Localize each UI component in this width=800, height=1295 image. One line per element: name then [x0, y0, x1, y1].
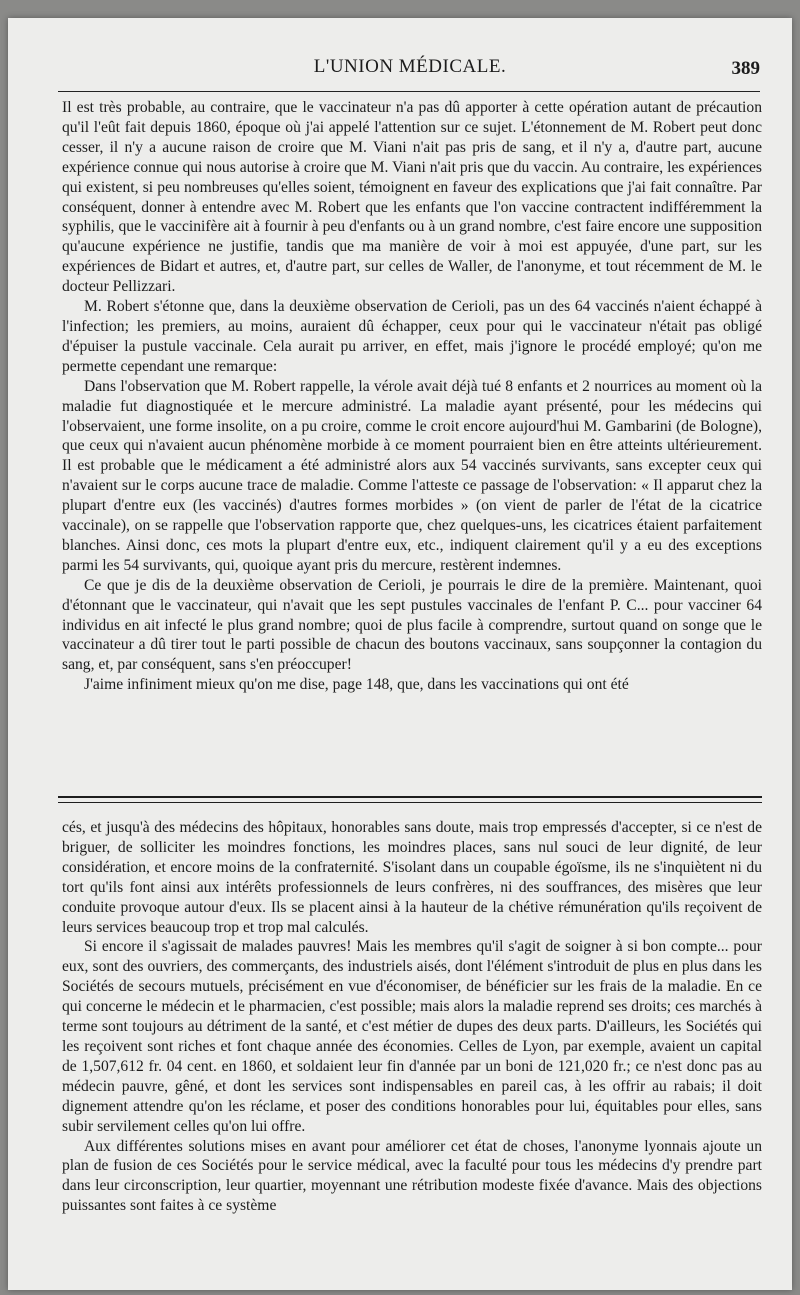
paragraph: M. Robert s'étonne que, dans la deuxième observation de Cerioli, pas un des 64 vaccinés n'aient échappé à l'infection; les premiers, au moins, auraient dû échapper, ceux pour qui le vaccinateur n'était pas obligé d'épuiser la pustule vaccinale. Cela aurait pu arriver, en effet, mais j'ignore le procédé employé; qu'on me permette cependant une remarque: [62, 298, 762, 375]
feuilleton-article [62, 818, 762, 1216]
feuilleton-separator-thick [58, 796, 762, 798]
page-header [60, 56, 760, 86]
feuilleton-separator-thin [58, 802, 762, 803]
page-number: 389 [731, 58, 760, 79]
paragraph: Si encore il s'agissait de malades pauvres! Mais les membres qu'il s'agit de soigner à si bon compte... pour eux, sont des ouvriers, des commerçants, des industriels aisés, dont l'élément s'introduit de plus en plus dans les Sociétés de secours mutuels, précisément en vue d'économiser, de bénéficier sur les frais de la maladie. En ce qui concerne le médecin et le pharmacien, c'est possible; mais alors la maladie reprend ses droits; ces marchés à terme sont toujours au détriment de la santé, et c'est métier de dupes des deux parts. D'ailleurs, les Sociétés qui les reçoivent sont riches et font chaque année des économies. Celles de Lyon, par exemple, avaient un capital de 1,507,612 fr. 04 cent. en 1860, et soldaient leur fin d'année par un boni de 121,020 fr.; ce n'est donc pas au médecin pauvre, gêné, et dont les services sont indispensables en pareil cas, à les offrir au rabais; il doit dignement attendre qu'on les réclame, et poser des conditions honorables pour lui, équitables pour elles, sans subir servilement celles qu'on lui offre. [62, 938, 762, 1135]
main-article [62, 98, 762, 695]
running-title: L'UNION MÉDICALE. [313, 56, 507, 77]
paragraph: Dans l'observation que M. Robert rappelle, la vérole avait déjà tué 8 enfants et 2 nourrices au moment où la maladie fut diagnostiquée et le mercure administré. La maladie ayant présenté, pour les médecins qui l'observaient, une forme insolite, on a pu croire, comme le croit encore aujourd'hui M. Gambarini (de Bologne), que ceux qui n'avaient aucun phénomène morbide à ce moment pourraient bien en être atteints ultérieurement. Il est probable que le médicament a été administré alors aux 54 vaccinés survivants, sans excepter ceux qui n'avaient sur le corps aucune trace de maladie. Comme l'atteste ce passage de l'observation: « Il apparut chez la plupart d'entre eux (les vaccinés) d'autres formes morbides » (on vient de parler de l'état de la cicatrice vaccinale), on se rappelle que l'observation rapporte que, chez quelques-uns, les cicatrices étaient parfaitement blanches. Ainsi donc, ces mots la plupart d'entre eux, etc., indiquent clairement qu'il y a eu des exceptions parmi les 54 survivants, qui, quoique ayant pris du mercure, restèrent indemnes. [62, 377, 762, 574]
paragraph: cés, et jusqu'à des médecins des hôpitaux, honorables sans doute, mais trop empressés d'accepter, si ce n'est de briguer, de solliciter les moindres fonctions, les moindres places, sans nul souci de leur dignité, de leur considération, et encore moins de la confraternité. S'isolant dans un coupable égoïsme, ils ne s'inquiètent ni du tort qu'ils font ainsi aux intérêts professionnels de leurs confrères, ni des souffrances, des misères que leur conduite provoque autour d'eux. Ils se placent ainsi à la hauteur de la chétive rémunération qu'ils reçoivent de leurs services beaucoup trop et trop mal calculés. [62, 819, 762, 936]
paragraph: Ce que je dis de la deuxième observation de Cerioli, je pourrais le dire de la première. Maintenant, quoi d'étonnant que le vaccinateur, qui n'avait que les sept pustules vaccinales de l'enfant P. C... pour vacciner 64 individus en ait infecté le plus grand nombre; quoi de plus facile à comprendre, surtout quand on songe que le vaccinateur a dû tirer tout le parti possible de chacun des boutons vaccinaux, sans soupçonner la contagion du sang, et, par conséquent, sans s'en préoccuper! [62, 576, 762, 674]
book-page [8, 18, 792, 1290]
header-rule [58, 91, 760, 92]
paragraph: J'aime infiniment mieux qu'on me dise, page 148, que, dans les vaccinations qui ont été [84, 676, 629, 694]
paragraph: Aux différentes solutions mises en avant pour améliorer cet état de choses, l'anonyme lyonnais ajoute un plan de fusion de ces Sociétés pour le service médical, avec la faculté pour tous les médecins d'y prendre part dans leur circonscription, leur quartier, moyennant une rétribution modeste fixée d'avance. Mais des objections puissantes sont faites à ce système [62, 1137, 762, 1215]
paragraph: Il est très probable, au contraire, que le vaccinateur n'a pas dû apporter à cette opération autant de précaution qu'il l'eût fait depuis 1860, époque où j'ai appelé l'attention sur ce sujet. L'étonnement de M. Robert peut donc cesser, il n'y a aucune raison de croire que M. Viani n'ait pas pris de sang, et il n'y a, d'autre part, aucune expérience connue qui nous autorise à croire que M. Viani n'ait pris que du vaccin. Au contraire, les expériences qui existent, si peu nombreuses qu'elles soient, témoignent en faveur des explications que j'ai fait connaître. Par conséquent, donner à entendre avec M. Robert que les enfants que l'on vaccine contractent indifféremment la syphilis, que le vaccinifère ait à fournir à peu d'enfants ou à un grand nombre, c'est faire encore une supposition qu'aucune expérience ne justifie, tandis que ma manière de voir à moi est appuyée, d'une part, sur les expériences de Bidart et autres, et, d'autre part, sur celles de Waller, de l'anonyme, et tout récemment de M. le docteur Pellizzari. [62, 99, 762, 296]
